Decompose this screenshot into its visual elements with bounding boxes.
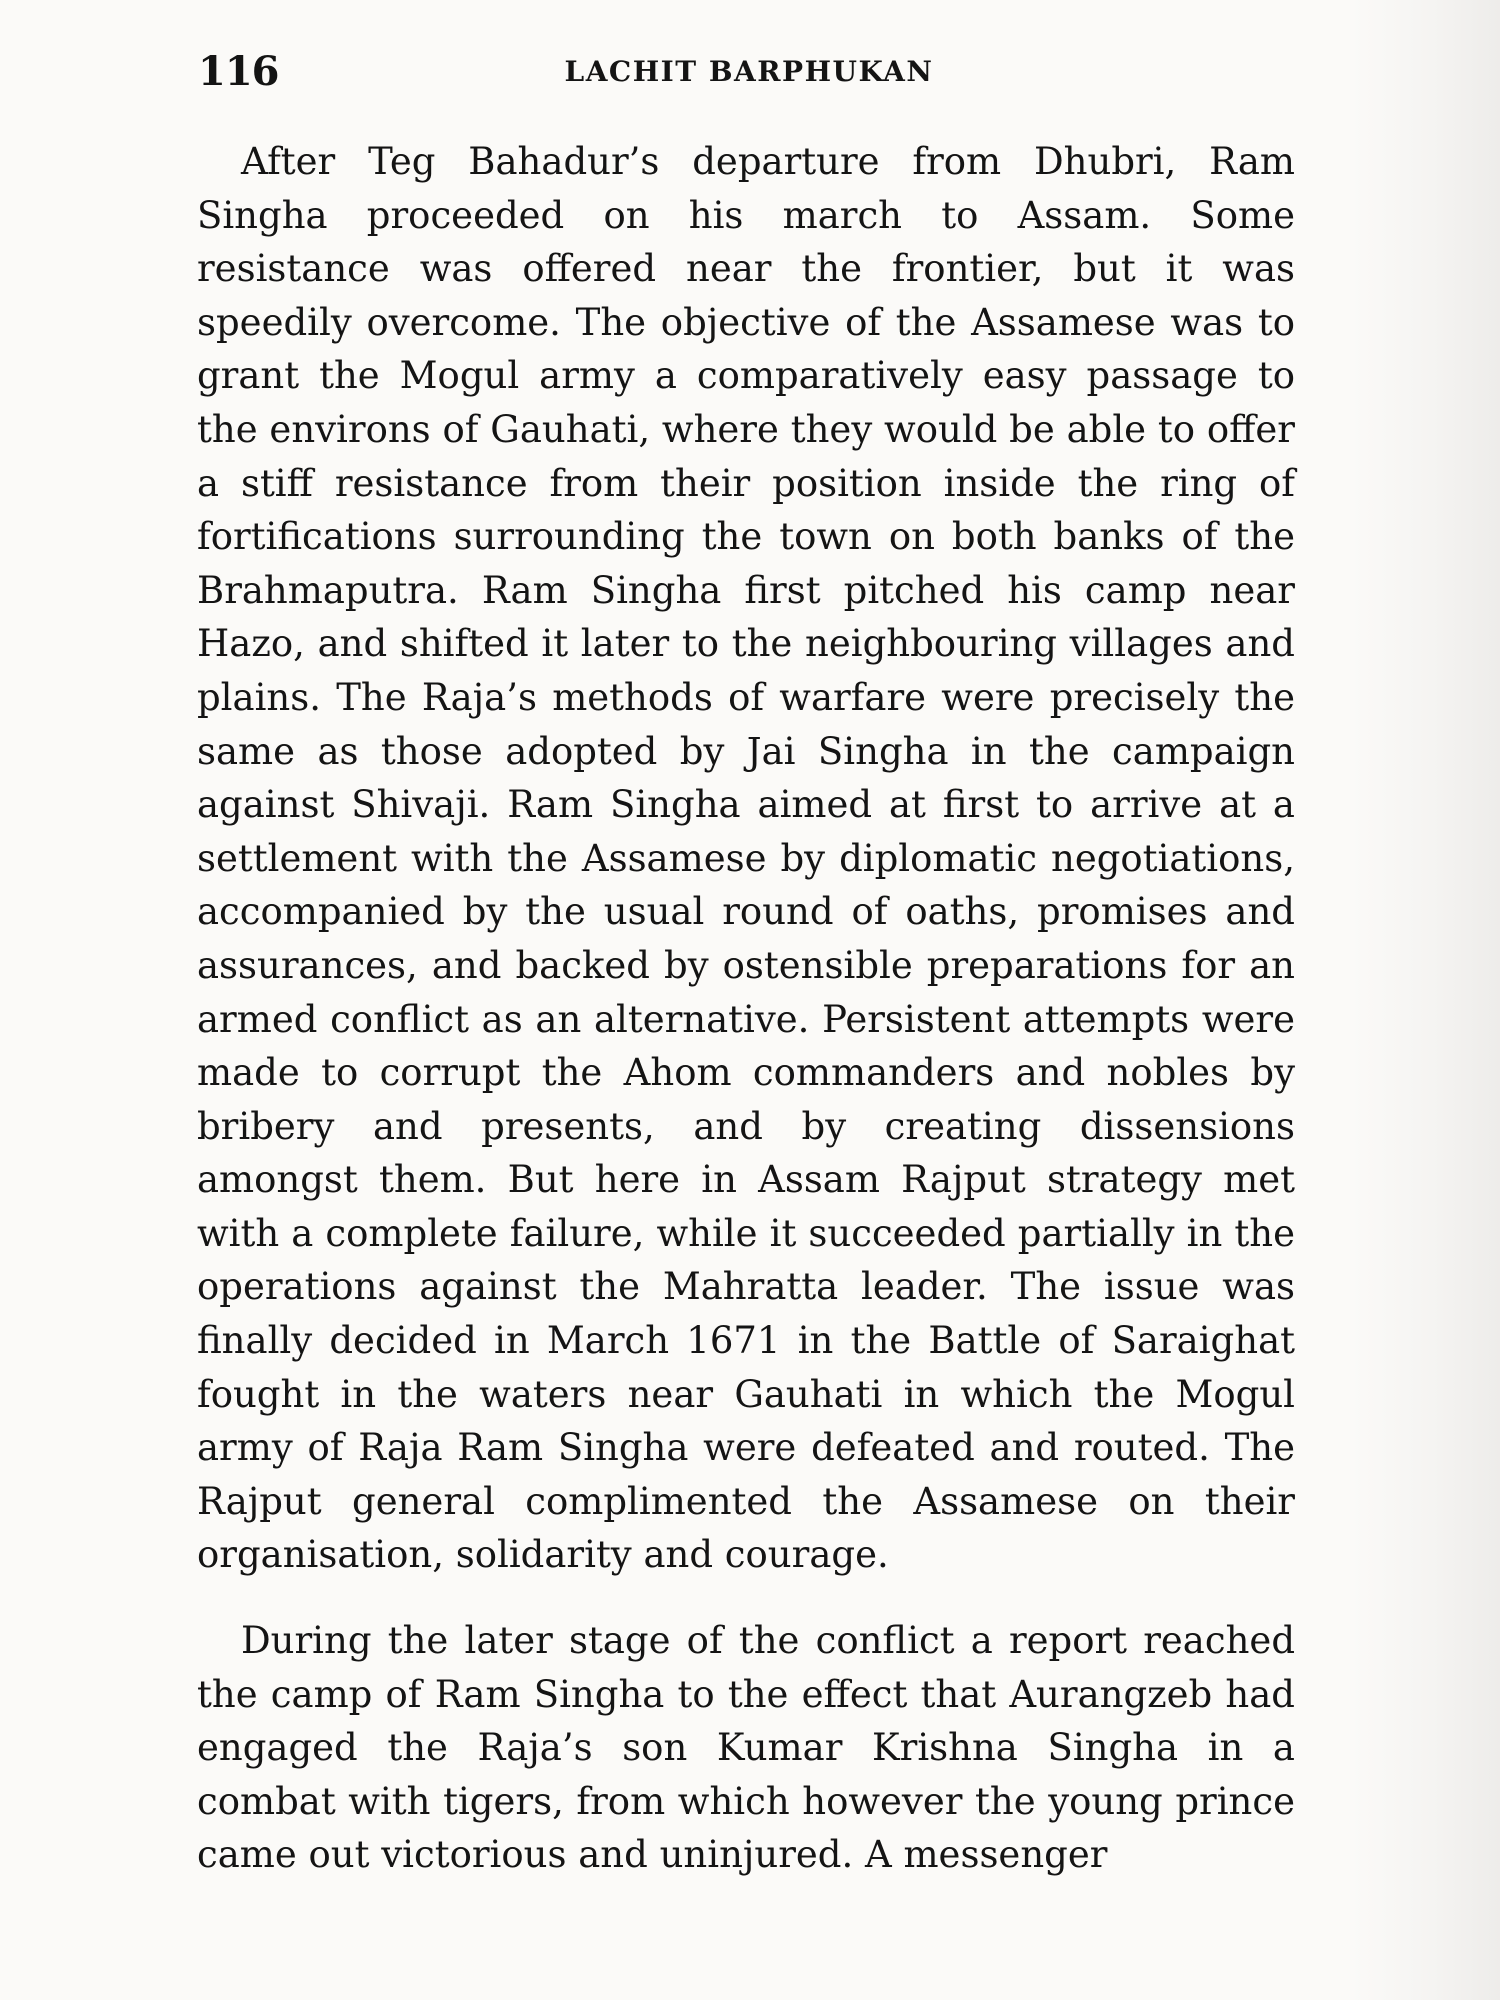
paragraph-2: During the later stage of the conflict a report reached the camp of Ram Singha to the effect that Aurangzeb had engaged the Raja’s son Kumar Krishna Singha in a combat with tigers, from which however the young prince came out victorious and uninjured. A messenger — [197, 1619, 1295, 1877]
page-number: 116 — [198, 48, 279, 95]
paragraph-1: After Teg Bahadur’s departure from Dhubri, Ram Singha proceeded on his march to Assam. Some resistance was offered near the frontier, but it was speedily overcome. The objective of the Assamese was to grant the Mogul army a comparatively easy passage to the environs of Gauhati, where they would be able to offer a stiff resistance from their position inside the ring of fortifications surrounding the town on both banks of the Brahmaputra. Ram Singha first pitched his camp near Hazo, and shifted it later to the neighbouring villages and plains. The Raja’s methods of warfare were precisely the same as those adopted by Jai Singha in the campaign against Shivaji. Ram Singha aimed at first to arrive at a settlement with the Assamese by diplomatic negotiations, accompanied by the usual round of oaths, promises and assurances, and backed by ostensible preparations for an armed conflict as an alternative. Persistent attempts were made to corrupt the Ahom commanders and nobles by bribery and presents, and by creating dissensions amongst them. But here in Assam Rajput strategy met with a complete failure, while it succeeded partially in the operations against the Mahratta leader. The issue was finally decided in March 1671 in the Battle of Saraighat fought in the waters near Gauhati in which the Mogul army of Raja Ram Singha were defeated and routed. The Rajput general complimented the Assamese on their organisation, solidarity and courage. — [197, 140, 1295, 1577]
running-head: LACHIT BARPHUKAN — [564, 55, 934, 88]
page-edge-shadow — [1350, 0, 1500, 2000]
body-text — [197, 135, 1295, 1882]
page-header — [198, 42, 1300, 102]
